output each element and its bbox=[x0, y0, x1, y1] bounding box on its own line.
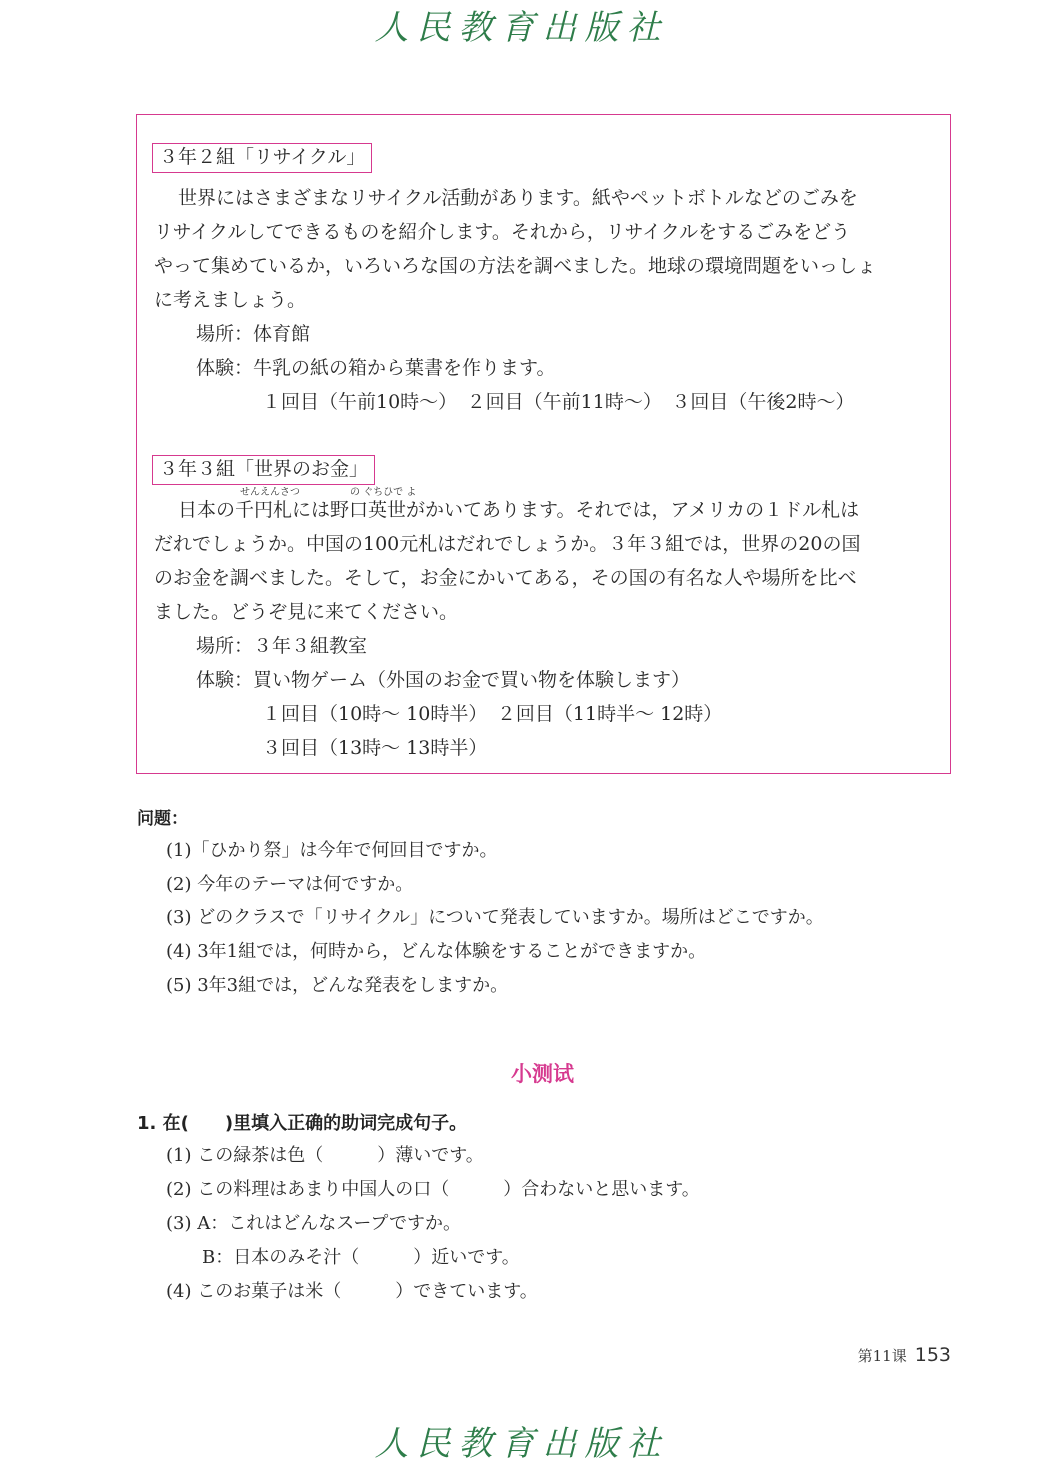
section2-times: １回目（10時～ 10時半） ２回目（11時半～ 12時） bbox=[262, 703, 723, 725]
publisher-logo-bottom: 人民教育出版社 bbox=[374, 1424, 669, 1464]
page-number: 153 bbox=[914, 1344, 951, 1366]
section2-place: 場所：３年３組教室 bbox=[196, 635, 368, 657]
section1-body-line: リサイクルしてできるものを紹介します。それから，リサイクルをするごみをどう bbox=[154, 221, 851, 243]
quiz-item: (3) A：これはどんなスープですか。 bbox=[166, 1213, 461, 1234]
ruby-noguchi-hideyo: の ぐちひで よ bbox=[350, 487, 417, 498]
section-title-recycle: ３年２組「リサイクル」 bbox=[152, 143, 372, 173]
section1-times: １回目（午前10時～） ２回目（午前11時～） ３回目（午後2時～） bbox=[262, 391, 855, 413]
question-item: (4) 3年1組では，何時から，どんな体験をすることができますか。 bbox=[166, 941, 707, 962]
section1-experience: 体験：牛乳の紙の箱から葉書を作ります。 bbox=[196, 357, 556, 379]
section1-place: 場所：体育館 bbox=[196, 323, 311, 345]
ruby-senensatsu: せんえんさつ bbox=[240, 487, 300, 498]
quiz-item: (1) この緑茶は色（ ）薄いです。 bbox=[166, 1145, 484, 1166]
section2-body-line: のお金を調べました。そして，お金にかいてある，その国の有名な人や場所を比べ bbox=[154, 567, 857, 589]
question-item: (2) 今年のテーマは何ですか。 bbox=[166, 874, 414, 895]
question-item: (5) 3年3組では，どんな発表をしますか。 bbox=[166, 975, 509, 996]
publisher-logo-top: 人民教育出版社 bbox=[374, 8, 669, 48]
section2-body-line: ました。どうぞ見に来てください。 bbox=[154, 601, 459, 623]
section2-body-line: 日本の千円札には野口英世がかいてあります。それでは，アメリカの１ドル札は bbox=[178, 499, 860, 521]
section1-body-line: やって集めているか，いろいろな国の方法を調べました。地球の環境問題をいっしょ bbox=[154, 255, 877, 277]
lesson-label: 第11课 bbox=[857, 1347, 907, 1365]
quiz-item: (2) この料理はあまり中国人の口（ ）合わないと思います。 bbox=[166, 1179, 700, 1200]
question-item: (3) どのクラスで「リサイクル」について発表していますか。場所はどこですか。 bbox=[166, 907, 824, 928]
quiz-item: (4) このお菓子は米（ ）できています。 bbox=[166, 1281, 538, 1302]
quiz-item: B：日本のみそ汁（ ）近いです。 bbox=[184, 1247, 520, 1268]
quiz-instruction: 1. 在( )里填入正确的助词完成句子。 bbox=[137, 1113, 468, 1134]
page-footer bbox=[858, 1344, 951, 1366]
question-item: (1)「ひかり祭」は今年で何回目ですか。 bbox=[166, 840, 498, 861]
section-title-money: ３年３組「世界のお金」 bbox=[152, 455, 375, 485]
section2-experience: 体験：買い物ゲーム（外国のお金で買い物を体験します） bbox=[196, 669, 691, 691]
section1-body-line: 世界にはさまざまなリサイクル活動があります。紙やペットボトルなどのごみを bbox=[178, 187, 858, 209]
section1-body-line: に考えましょう。 bbox=[154, 289, 307, 311]
section2-times: ３回目（13時～ 13時半） bbox=[262, 737, 488, 759]
questions-heading: 问题： bbox=[137, 809, 188, 829]
quiz-title: 小测试 bbox=[511, 1062, 574, 1086]
section2-body-line: だれでしょうか。中国の100元札はだれでしょうか。３年３組では，世界の20の国 bbox=[154, 533, 861, 555]
